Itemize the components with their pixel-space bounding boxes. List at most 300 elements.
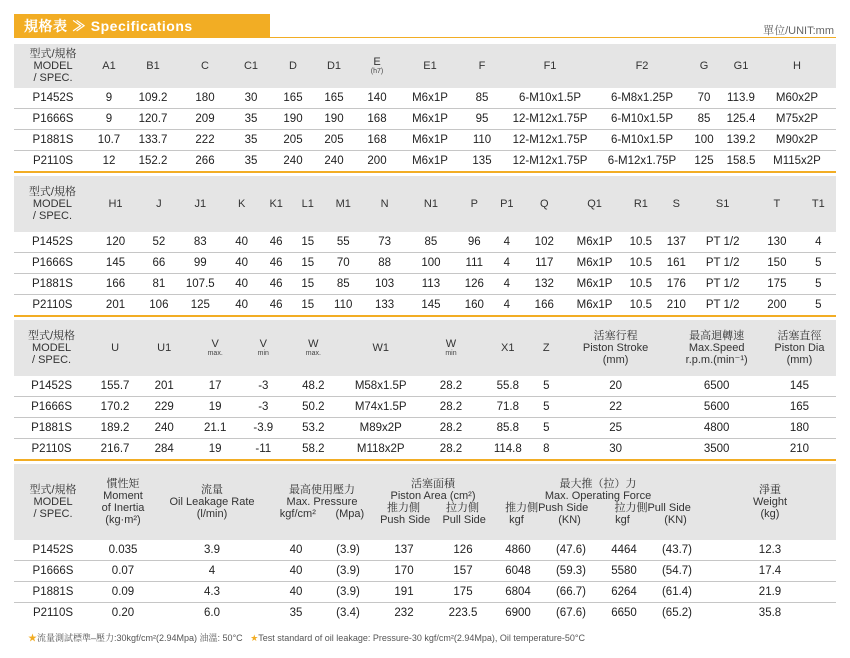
table-cell: -3.9 (253, 422, 274, 434)
table-cell: M90x2P (775, 134, 819, 146)
table-cell: 133.7 (138, 134, 168, 146)
table-cell: 48.2 (302, 380, 325, 392)
table-cell: 5600 (703, 401, 730, 413)
table-cell: 6900 (505, 607, 531, 619)
table-cell: 157 (453, 565, 473, 577)
table-cell: 81 (152, 278, 166, 290)
column-header-label: X1 (501, 342, 515, 354)
table-cell: 46 (269, 278, 283, 290)
column-header (561, 330, 671, 366)
table-cell: 19 (208, 443, 222, 455)
table-cell: M89x2P (359, 422, 402, 434)
table-cell: 150 (767, 257, 787, 269)
table-cell: M6x1P (412, 155, 448, 167)
column-header (92, 60, 126, 72)
column-header-label: F1 (543, 60, 557, 72)
table-row (14, 540, 836, 561)
table-cell: 4 (503, 278, 511, 290)
table-cell: 170.2 (100, 401, 130, 413)
column-header-line: (mm) (602, 354, 629, 366)
column-header-label: W (308, 338, 319, 350)
table-cell: -3 (258, 380, 269, 392)
table-cell: (3.9) (336, 544, 360, 556)
column-header-label: R1 (633, 198, 648, 210)
table-cell: 201 (154, 380, 174, 392)
table-cell: 28.2 (439, 422, 463, 434)
column-header (141, 342, 187, 354)
area-push-en: Push Side (380, 514, 431, 526)
table-cell: M6x1P (576, 236, 613, 248)
column-header-label: K1 (269, 198, 283, 210)
table-cell: 5 (815, 257, 822, 269)
table-cell: 200 (767, 299, 787, 311)
table-header-row (14, 464, 836, 540)
force-unit-kgf-push: kgf (509, 514, 524, 526)
force-unit-kgf-pull: kgf (615, 514, 630, 526)
leakage-header-en: Oil Leakage Rate (169, 496, 255, 508)
model-cell: P1452S (31, 236, 73, 248)
table-cell: 88 (378, 257, 391, 269)
table-cell: M58x1.5P (354, 380, 407, 392)
table-cell: 6-M12x1.75P (607, 155, 677, 167)
column-header (763, 330, 836, 366)
model-cell: P1881S (31, 422, 72, 434)
table-row (14, 274, 836, 295)
table-cell: 12-M12x1.75P (512, 113, 588, 125)
column-header-label: U1 (157, 342, 172, 354)
model-cell: P1666S (31, 401, 72, 413)
table-cell: 6-M10x1.5P (610, 113, 673, 125)
table-cell: (3.9) (336, 565, 360, 577)
table-cell: 125 (190, 299, 210, 311)
table-cell: 205 (324, 134, 344, 146)
column-header-label: N1 (423, 198, 438, 210)
table-cell: 30 (609, 443, 622, 455)
table-cell: 3500 (703, 443, 730, 455)
table-cell: 3.9 (204, 544, 220, 556)
model-cell: P1452S (31, 380, 72, 392)
table-cell: 6500 (703, 380, 730, 392)
table-cell: 58.2 (302, 443, 325, 455)
table-cell: 200 (367, 155, 387, 167)
model-header-en: MODEL (33, 496, 73, 508)
table-cell: 28.2 (439, 401, 463, 413)
table-cell: 103 (375, 278, 395, 290)
column-header-label: S (672, 198, 680, 210)
table-cell: 175 (767, 278, 787, 290)
table-row (14, 151, 836, 171)
table-cell: 120 (105, 236, 126, 248)
table-cell: 19 (208, 401, 222, 413)
column-header (484, 342, 532, 354)
table-cell: 70 (697, 92, 711, 104)
table-cell: 35 (244, 113, 258, 125)
table-cell: 4.3 (204, 586, 220, 598)
area-header (374, 478, 492, 526)
table-cell: 35 (244, 155, 258, 167)
table-cell: M60x2P (775, 92, 819, 104)
model-header-en: MODEL (31, 342, 72, 354)
column-header-sub: min (445, 350, 457, 357)
table-cell: 40 (235, 257, 249, 269)
table-cell: 161 (666, 257, 686, 269)
table-cell: 22 (609, 401, 622, 413)
table-cell: 35 (289, 607, 303, 619)
block-divider (14, 315, 836, 317)
model-cell: P1452S (32, 544, 74, 556)
table-cell: 210 (789, 443, 810, 455)
model-cell: P2110S (32, 299, 73, 311)
model-cell: P1452S (32, 92, 74, 104)
table-cell: 70 (336, 257, 350, 269)
footnote-en: Test standard of oil leakage: Pressure-30 kgf/cm²(2.94Mpa), Oil temperature-50°C (258, 633, 586, 643)
table-cell: -11 (255, 443, 272, 455)
area-pull-cn: 拉力側 (446, 502, 479, 514)
weight-header-cn: 淨重 (759, 484, 781, 496)
column-header-label: H (793, 60, 801, 72)
table-cell: 232 (394, 607, 414, 619)
table-cell: 133 (375, 299, 395, 311)
column-header-label: F (478, 60, 486, 72)
column-header (753, 198, 800, 210)
table-cell: (59.3) (555, 565, 587, 577)
table-header-row (14, 320, 836, 376)
column-header-sub: (h7) (370, 68, 384, 75)
table-cell: 210 (666, 299, 686, 311)
column-header (568, 198, 621, 210)
model-header-cn: 型式/規格 (29, 484, 77, 496)
table-cell: 191 (394, 586, 414, 598)
model-header-cn: 型式/規格 (29, 48, 77, 60)
table-cell: 106 (149, 299, 169, 311)
table-cell: 28.2 (439, 443, 463, 455)
table-cell: 52 (152, 236, 166, 248)
table-cell: 85.8 (496, 422, 519, 434)
table-cell: 95 (475, 113, 489, 125)
table-row (14, 439, 836, 459)
column-header (504, 60, 596, 72)
table-row (14, 130, 836, 151)
table-cell: 46 (269, 299, 283, 311)
column-header-line: Piston Stroke (582, 342, 649, 354)
table-cell: 4800 (703, 422, 730, 434)
table-cell: 6-M10x1.5P (610, 134, 673, 146)
table-cell: 145 (421, 299, 441, 311)
pressure-header-en: Max. Pressure (286, 496, 358, 508)
column-header-label: M1 (335, 198, 351, 210)
table-cell: M75x2P (775, 113, 819, 125)
table-cell: 284 (154, 443, 174, 455)
column-header (91, 198, 140, 210)
column-header-label: B1 (146, 60, 160, 72)
column-header-label: L1 (301, 198, 314, 210)
table-row (14, 109, 836, 130)
table-cell: 55.8 (496, 380, 519, 392)
table-cell: 66 (152, 257, 166, 269)
table-row (14, 232, 836, 253)
table-cell: PT 1/2 (705, 257, 740, 269)
table-header-row (14, 44, 836, 88)
table-cell: 4860 (505, 544, 531, 556)
table-cell: 110 (472, 134, 492, 146)
table-cell: 10.5 (629, 236, 653, 248)
column-header-line: Piston Dia (774, 342, 825, 354)
table-cell: 12-M12x1.75P (512, 155, 588, 167)
column-header-line: r.p.m.(min⁻¹) (685, 354, 748, 366)
table-cell: 28.2 (439, 380, 463, 392)
table-cell: 15 (301, 257, 315, 269)
pressure-header-cn: 最高使用壓力 (289, 484, 355, 496)
column-header (670, 330, 762, 366)
table-cell: 10.5 (629, 278, 653, 290)
table-cell: PT 1/2 (705, 299, 740, 311)
table-cell: 126 (453, 544, 473, 556)
table-cell: M6x1P (412, 134, 448, 146)
table-cell: 73 (378, 236, 391, 248)
table-cell: 50.2 (302, 401, 325, 413)
force-header (492, 478, 704, 526)
table-cell: M6x1P (412, 92, 448, 104)
table-cell: 176 (666, 278, 686, 290)
table-cell: 120.7 (138, 113, 168, 125)
table-cell: 155.7 (100, 380, 130, 392)
column-header-sub: min (257, 350, 269, 357)
column-header (621, 198, 660, 210)
force-header-en: Max. Operating Force (544, 490, 652, 502)
spec-table-1 (14, 44, 836, 171)
table-cell: 145 (105, 257, 126, 269)
table-cell: 4 (503, 299, 511, 311)
weight-header-unit: (kg) (760, 508, 780, 520)
column-header-label: P1 (500, 198, 514, 210)
table-cell: M6x1P (576, 257, 613, 269)
table-cell: 35.8 (758, 607, 782, 619)
spec-table-2 (14, 176, 836, 315)
table-cell: 5 (543, 380, 550, 392)
column-header (292, 198, 324, 210)
table-row (14, 582, 836, 603)
table-cell: (54.7) (661, 565, 693, 577)
table-cell: 0.07 (111, 565, 135, 577)
column-header-label: Q (539, 198, 549, 210)
column-header (456, 198, 493, 210)
table-row (14, 253, 836, 274)
table-cell: 4 (503, 236, 511, 248)
column-header-sub: max. (207, 350, 223, 357)
table-cell: 113.9 (727, 92, 755, 104)
block-divider (14, 459, 836, 461)
column-header-label: C (201, 60, 209, 72)
table-cell: 40 (289, 565, 303, 577)
table-row (14, 561, 836, 582)
table-cell: 21.1 (203, 422, 227, 434)
table-cell: 4464 (611, 544, 637, 556)
table-cell: 223.5 (448, 607, 478, 619)
table-cell: 160 (464, 299, 484, 311)
table-cell: M74x1.5P (354, 401, 407, 413)
table-cell: 96 (467, 236, 481, 248)
table-cell: 40 (289, 586, 303, 598)
model-header-spec: / SPEC. (31, 354, 72, 366)
column-header (272, 60, 314, 72)
table-cell: 4 (503, 257, 511, 269)
column-header-label: T1 (811, 198, 825, 210)
table-cell: 190 (283, 113, 303, 125)
model-header-spec: / SPEC. (32, 210, 72, 222)
table-cell: 5 (543, 401, 550, 413)
column-header (140, 198, 177, 210)
table-cell: M6x1P (576, 278, 613, 290)
table-cell: 216.7 (100, 443, 130, 455)
table-cell: 145 (789, 380, 810, 392)
table-cell: 4 (815, 236, 822, 248)
column-header-label: N (380, 198, 389, 210)
table-cell: (3.4) (336, 607, 360, 619)
table-header-row (14, 176, 836, 232)
table-cell: 6650 (611, 607, 637, 619)
column-header-label: C1 (243, 60, 259, 72)
spec-table-4 (14, 464, 836, 623)
table-cell: 165 (283, 92, 303, 104)
column-header (532, 342, 561, 354)
table-cell: 5 (815, 299, 822, 311)
column-header (720, 60, 762, 72)
model-cell: P1666S (31, 257, 73, 269)
column-header-line: 最高迴轉速 (689, 330, 745, 342)
table-cell: 109.2 (138, 92, 168, 104)
model-cell: P2110S (32, 607, 74, 619)
table-cell: 12-M12x1.75P (512, 134, 588, 146)
inertia-header-en2: of Inertia (101, 502, 145, 514)
leakage-header (154, 484, 270, 520)
table-row (14, 295, 836, 315)
table-cell: 113 (421, 278, 441, 290)
model-cell: P1666S (32, 113, 74, 125)
table-cell: 17 (208, 380, 222, 392)
column-header-label: W1 (372, 342, 389, 354)
table-cell: 15 (301, 236, 315, 248)
leakage-header-unit: (l/min) (196, 508, 228, 520)
column-header-label: G (699, 60, 709, 72)
table-cell: 168 (367, 134, 387, 146)
table-cell: 0.09 (111, 586, 135, 598)
inertia-header-unit: (kg·m²) (105, 514, 141, 526)
model-cell: P1881S (31, 278, 73, 290)
column-header-label: D (289, 60, 297, 72)
table-cell: 132 (534, 278, 554, 290)
column-header-label: F2 (635, 60, 649, 72)
model-header-spec: / SPEC. (33, 72, 73, 84)
column-header (314, 60, 354, 72)
column-header-label: G1 (733, 60, 749, 72)
table-cell: 6-M10x1.5P (518, 92, 581, 104)
column-header (363, 198, 406, 210)
table-cell: 6-M8x1.25P (610, 92, 673, 104)
table-cell: 21.9 (758, 586, 782, 598)
pressure-unit-kgf: kgf/cm² (279, 508, 316, 520)
force-pull: 拉力側Pull Side (614, 502, 691, 514)
column-header (801, 198, 836, 210)
table-cell: M6x1P (412, 113, 448, 125)
table-cell: 190 (324, 113, 344, 125)
column-header (230, 60, 272, 72)
weight-header-en: Weight (752, 496, 788, 508)
table-cell: 117 (535, 257, 554, 269)
table-cell: 140 (367, 92, 387, 104)
table-row (14, 376, 836, 397)
column-header-line: Max.Speed (688, 342, 745, 354)
model-header-cell (14, 186, 91, 222)
column-header (460, 60, 504, 72)
table-cell: 12 (102, 155, 116, 167)
table-cell: (47.6) (555, 544, 587, 556)
star-icon: ★ (250, 633, 259, 643)
column-header-label: V (259, 338, 267, 350)
table-cell: 201 (105, 299, 126, 311)
inertia-header (92, 478, 154, 526)
area-push-cn: 推力側 (387, 502, 420, 514)
column-header (178, 198, 223, 210)
area-header-cn: 活塞面積 (411, 478, 455, 490)
table-cell: 17.4 (758, 565, 782, 577)
column-header-label: H1 (108, 198, 123, 210)
column-header (354, 56, 400, 76)
model-header-cell (14, 48, 92, 84)
table-cell: 6804 (505, 586, 531, 598)
column-header (343, 342, 418, 354)
table-cell: 12.3 (758, 544, 782, 556)
table-cell: 40 (235, 299, 249, 311)
table-row (14, 418, 836, 439)
column-header-label: D1 (326, 60, 342, 72)
weight-header (704, 484, 836, 520)
section-title-rule (270, 37, 836, 38)
table-cell: 209 (195, 113, 215, 125)
table-cell: 170 (394, 565, 414, 577)
table-cell: 53.2 (302, 422, 325, 434)
table-cell: 137 (666, 236, 686, 248)
table-cell: 125 (694, 155, 714, 167)
section-title: 規格表 ≫ Specifications (14, 14, 270, 38)
column-header (180, 60, 230, 72)
star-icon: ★ (28, 633, 38, 643)
spec-table-3 (14, 320, 836, 459)
table-cell: 15 (301, 278, 315, 290)
column-header-label: Z (542, 342, 550, 354)
column-header (406, 198, 455, 210)
table-cell: 6264 (611, 586, 637, 598)
table-cell: 85 (336, 278, 350, 290)
table-cell: 114.8 (493, 443, 522, 455)
table-cell: M118x2P (356, 443, 405, 455)
table-cell: 175 (453, 586, 473, 598)
table-cell: 152.2 (138, 155, 168, 167)
area-header-en: Piston Area (cm²) (390, 490, 476, 502)
table-cell: 0.035 (108, 544, 138, 556)
table-cell: 85 (697, 113, 711, 125)
column-header-label: E (373, 56, 381, 68)
pressure-unit-mpa: (Mpa) (335, 508, 365, 520)
table-cell: 166 (105, 278, 126, 290)
table-cell: M115x2P (773, 155, 821, 167)
table-cell: M6x1P (576, 299, 613, 311)
column-header (243, 338, 283, 358)
table-cell: 20 (609, 380, 622, 392)
table-cell: (65.2) (661, 607, 693, 619)
force-unit-kn-push: (KN) (558, 514, 581, 526)
model-header-en: MODEL (33, 60, 73, 72)
table-cell: 40 (289, 544, 303, 556)
